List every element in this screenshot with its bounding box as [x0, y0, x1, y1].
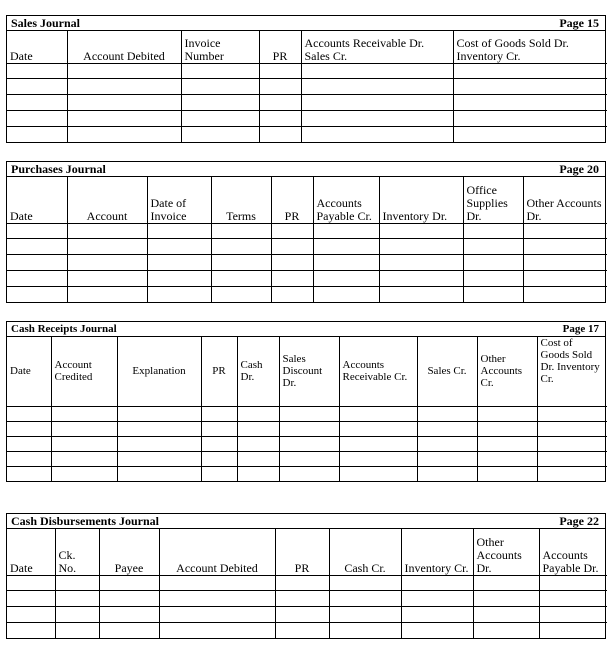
col-cogs: Cost of Goods Sold Dr. Inventory Cr. — [537, 337, 607, 406]
col-other-accounts: Other Accounts Dr. — [523, 177, 607, 223]
purchases-journal-table — [7, 177, 607, 302]
table-row — [7, 421, 607, 436]
col-accounts-receivable: Accounts Receivable Cr. — [339, 337, 417, 406]
col-sales: Sales Cr. — [417, 337, 477, 406]
col-account-debited: Account Debited — [67, 31, 181, 63]
cash-receipts-journal-table — [7, 337, 607, 481]
col-cash: Cash Dr. — [237, 337, 279, 406]
col-accounts-payable: Accounts Payable Dr. — [539, 529, 607, 575]
sales-journal-title: Sales Journal — [11, 16, 81, 30]
cash-disbursements-journal-title: Cash Disbursements Journal — [11, 514, 160, 528]
col-terms: Terms — [211, 177, 271, 223]
purchases-journal — [6, 161, 606, 303]
table-row — [7, 606, 607, 622]
table-row — [7, 254, 607, 270]
col-pr: PR — [271, 177, 313, 223]
col-other-accounts: Other Accounts Cr. — [477, 337, 537, 406]
col-date: Date — [7, 31, 67, 63]
table-row — [7, 575, 607, 590]
table-row — [7, 622, 607, 638]
sales-journal-title-bar — [7, 16, 605, 31]
table-row — [7, 406, 607, 421]
col-accounts-payable: Accounts Payable Cr. — [313, 177, 379, 223]
sales-journal-table — [7, 31, 607, 142]
table-row — [7, 286, 607, 302]
cash-receipts-journal — [6, 321, 606, 482]
col-payee: Payee — [99, 529, 159, 575]
table-row — [7, 78, 607, 94]
col-inventory: Inventory Dr. — [379, 177, 463, 223]
col-inventory: Inventory Cr. — [401, 529, 473, 575]
table-row — [7, 451, 607, 466]
col-cash: Cash Cr. — [329, 529, 401, 575]
col-sales-discount: Sales Discount Dr. — [279, 337, 339, 406]
table-row — [7, 590, 607, 606]
purchases-journal-title-bar — [7, 162, 605, 177]
col-accounts-receivable: Accounts Receivable Dr. Sales Cr. — [301, 31, 453, 63]
col-pr: PR — [275, 529, 329, 575]
table-row — [7, 466, 607, 481]
col-date: Date — [7, 177, 67, 223]
table-row — [7, 63, 607, 78]
col-account-credited: Account Credited — [51, 337, 117, 406]
col-date-of-invoice: Date of Invoice — [147, 177, 211, 223]
table-row — [7, 94, 607, 110]
col-explanation: Explanation — [117, 337, 201, 406]
col-account: Account — [67, 177, 147, 223]
purchases-journal-title: Purchases Journal — [11, 162, 106, 176]
col-date: Date — [7, 337, 51, 406]
table-row — [7, 270, 607, 286]
table-row — [7, 238, 607, 254]
cash-disbursements-journal — [6, 513, 606, 639]
table-row — [7, 223, 607, 238]
col-pr: PR — [259, 31, 301, 63]
col-cogs: Cost of Goods Sold Dr. Inventory Cr. — [453, 31, 607, 63]
cash-receipts-journal-title: Cash Receipts Journal — [11, 323, 117, 335]
col-check-number: Ck. No. — [55, 529, 99, 575]
cash-receipts-journal-page: Page 17 — [562, 323, 599, 335]
cash-disbursements-journal-table — [7, 529, 607, 638]
purchases-journal-page: Page 20 — [559, 162, 599, 176]
col-invoice-number: Invoice Number — [181, 31, 259, 63]
cash-receipts-journal-title-bar — [7, 322, 605, 337]
col-other-accounts: Other Accounts Dr. — [473, 529, 539, 575]
sales-journal-page: Page 15 — [559, 16, 599, 30]
table-row — [7, 110, 607, 126]
sales-journal — [6, 15, 606, 143]
table-row — [7, 436, 607, 451]
col-pr: PR — [201, 337, 237, 406]
table-row — [7, 126, 607, 142]
cash-disbursements-journal-page: Page 22 — [559, 514, 599, 528]
col-date: Date — [7, 529, 55, 575]
cash-disbursements-journal-title-bar — [7, 514, 605, 529]
col-account-debited: Account Debited — [159, 529, 275, 575]
col-office-supplies: Office Supplies Dr. — [463, 177, 523, 223]
